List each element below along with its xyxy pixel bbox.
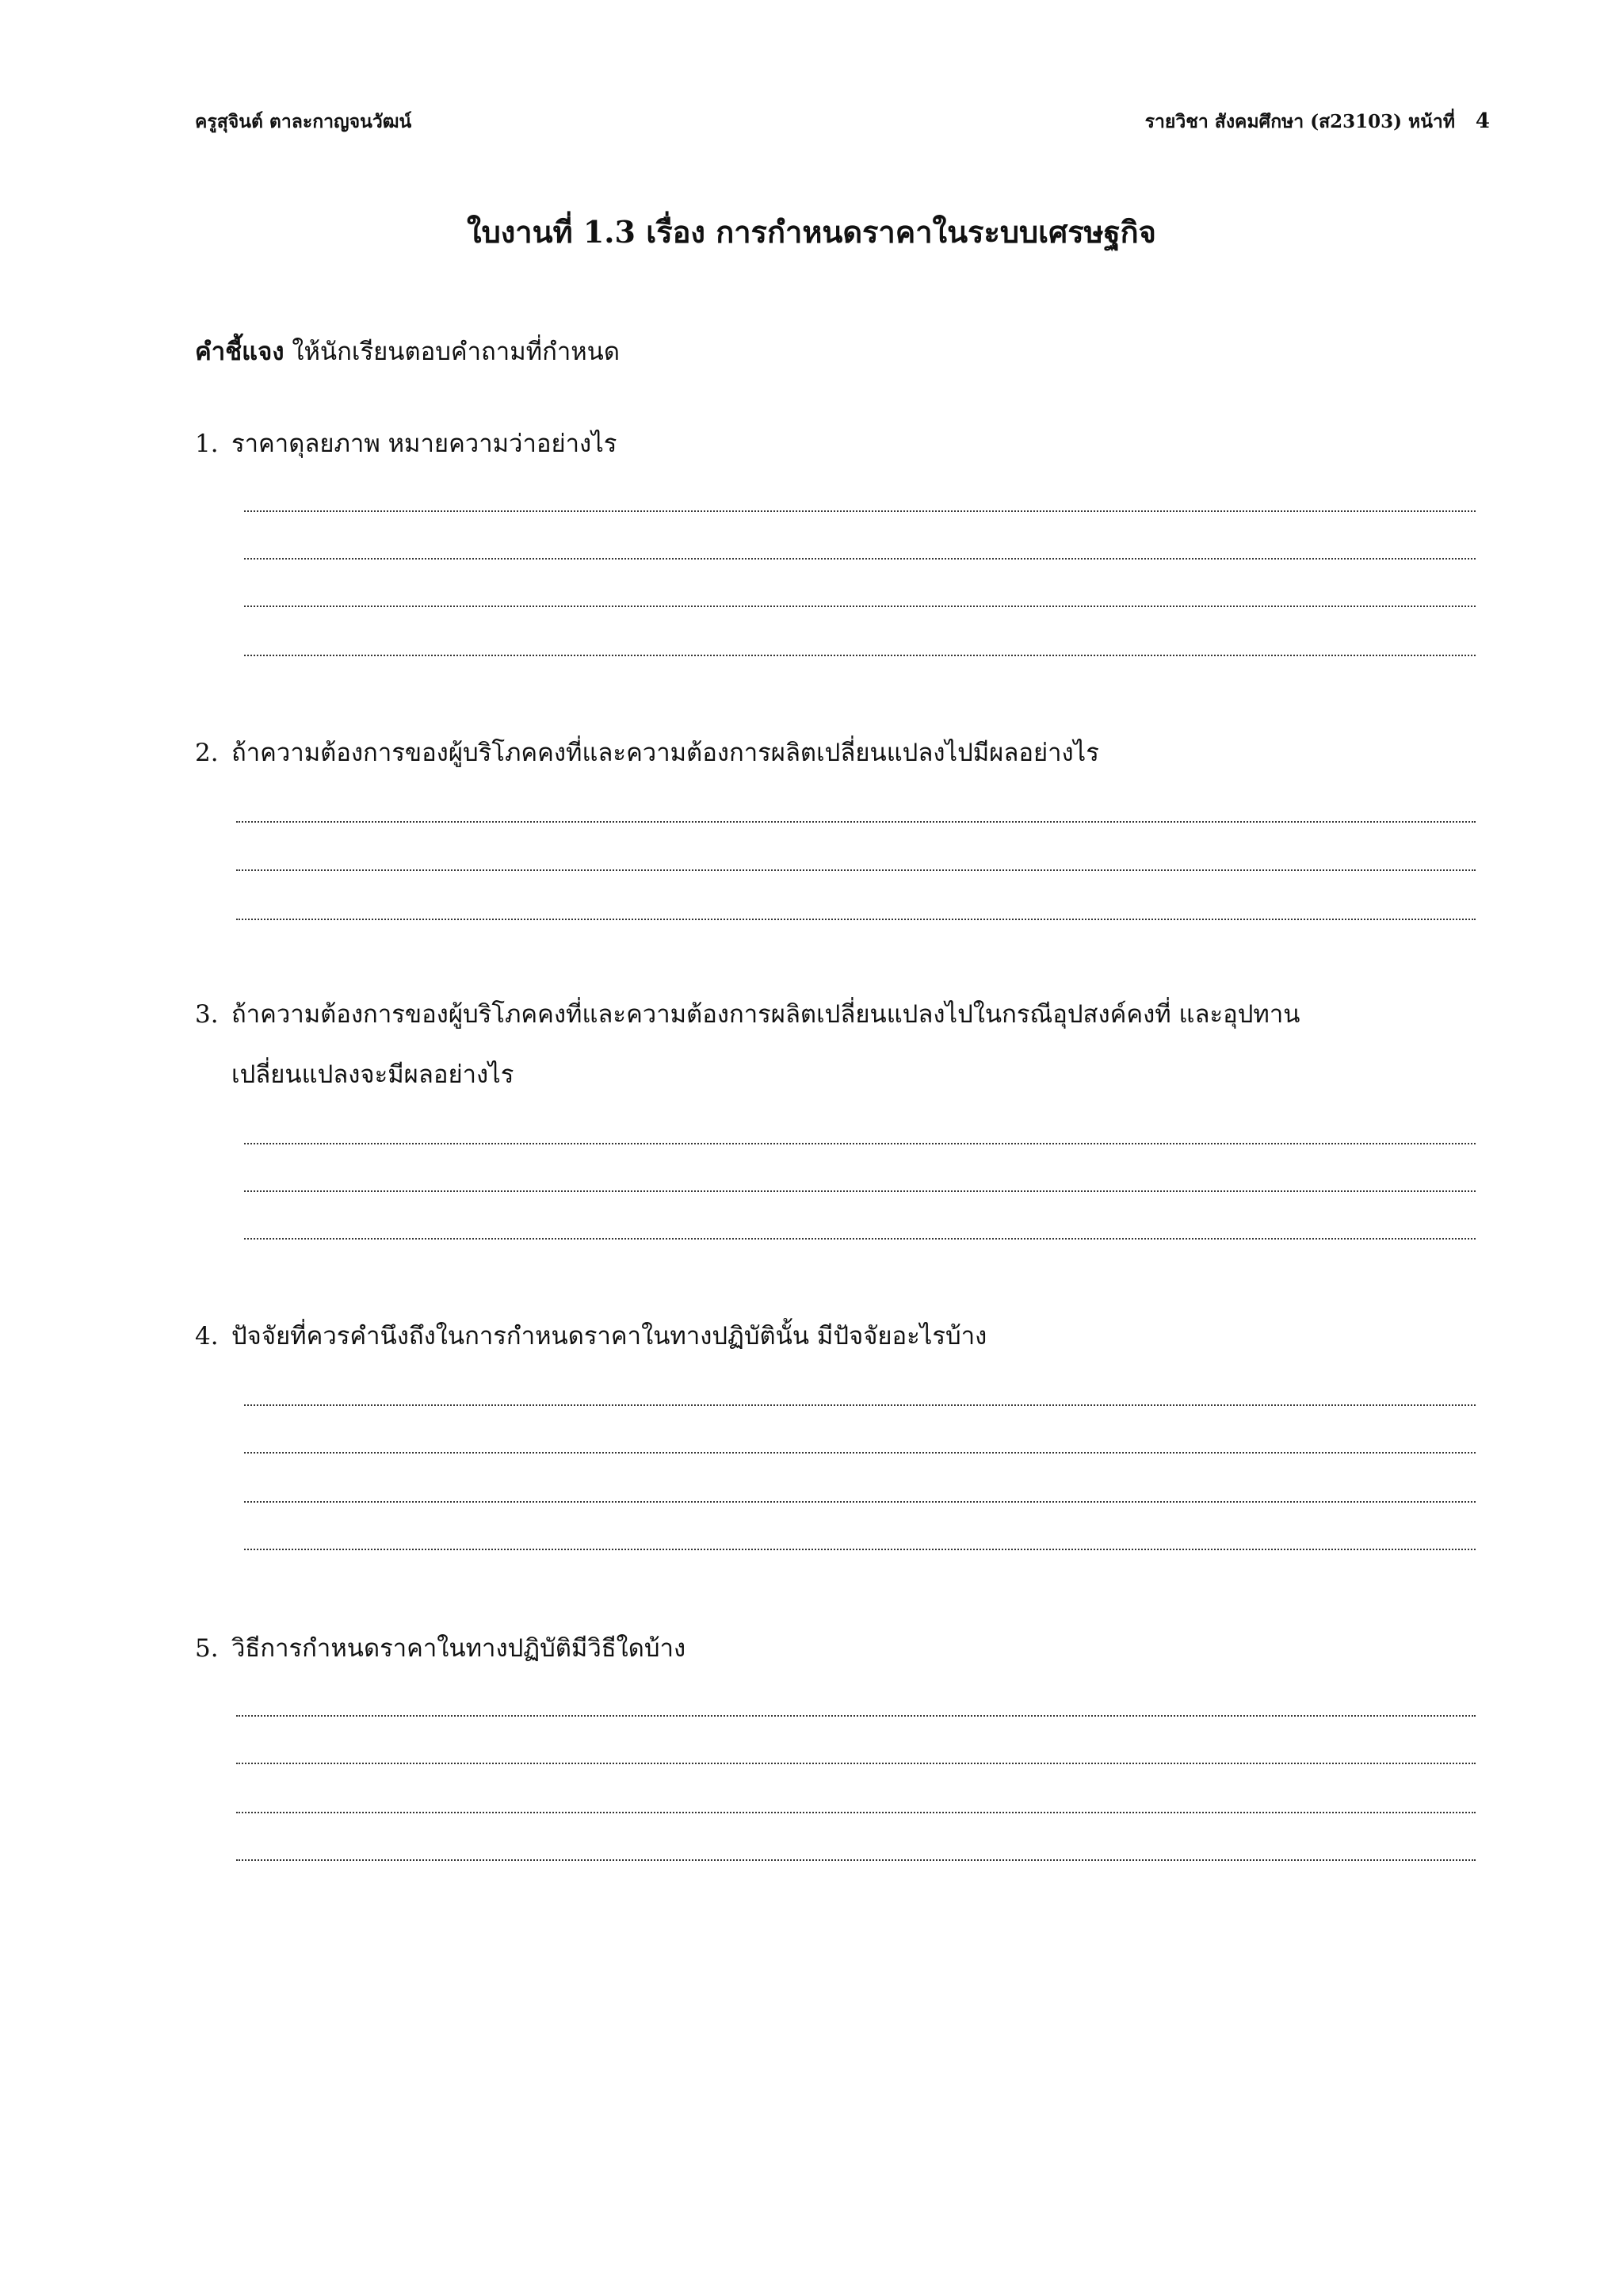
answer-line[interactable] bbox=[244, 606, 1476, 607]
answer-line[interactable] bbox=[236, 1715, 1476, 1717]
answer-line[interactable] bbox=[244, 655, 1476, 656]
question-text: ถ้าความต้องการของผู้บริโภคคงที่และความต้องการผลิตเปลี่ยนแปลงไปมีผลอย่างไร bbox=[231, 739, 1099, 767]
answer-line[interactable] bbox=[244, 1404, 1476, 1406]
instructions bbox=[195, 331, 620, 371]
answer-line[interactable] bbox=[236, 1763, 1476, 1764]
question-text: วิธีการกำหนดราคาในทางปฏิบัติมีวิธีใดบ้าง bbox=[231, 1634, 686, 1663]
answer-line[interactable] bbox=[244, 1143, 1476, 1144]
question-1 bbox=[195, 414, 1479, 474]
answer-line[interactable] bbox=[244, 510, 1476, 512]
answer-line[interactable] bbox=[236, 821, 1476, 823]
question-4 bbox=[195, 1306, 1479, 1366]
question-number: 1. bbox=[195, 430, 219, 458]
answer-line[interactable] bbox=[236, 869, 1476, 871]
question-text: ราคาดุลยภาพ หมายความว่าอย่างไร bbox=[231, 430, 617, 458]
question-text: ปัจจัยที่ควรคำนึงถึงในการกำหนดราคาในทางปฏิบัตินั้น มีปัจจัยอะไรบ้าง bbox=[231, 1322, 987, 1350]
question-5 bbox=[195, 1618, 1479, 1679]
answer-line[interactable] bbox=[244, 1452, 1476, 1454]
question-number: 3. bbox=[195, 1000, 219, 1029]
answer-line[interactable] bbox=[244, 1190, 1476, 1192]
question-text-continued: เปลี่ยนแปลงจะมีผลอย่างไร bbox=[231, 1060, 514, 1089]
question-2 bbox=[195, 723, 1479, 783]
answer-line[interactable] bbox=[244, 1238, 1476, 1240]
answer-line[interactable] bbox=[236, 919, 1476, 920]
answer-line[interactable] bbox=[236, 1812, 1476, 1813]
answer-line[interactable] bbox=[244, 558, 1476, 560]
question-number: 4. bbox=[195, 1322, 219, 1350]
question-3 bbox=[195, 984, 1479, 1105]
question-number: 5. bbox=[195, 1634, 219, 1663]
answer-line[interactable] bbox=[244, 1549, 1476, 1550]
instructions-label: คำชี้แจง bbox=[195, 338, 285, 366]
answer-line[interactable] bbox=[236, 1859, 1476, 1861]
teacher-name: ครูสุจินต์ ตาละกาญจนวัฒน์ bbox=[195, 111, 412, 132]
question-text: ถ้าความต้องการของผู้บริโภคคงที่และความต้องการผลิตเปลี่ยนแปลงไปในกรณีอุปสงค์คงที่ และอุปทาน bbox=[231, 1000, 1300, 1029]
question-number: 2. bbox=[195, 739, 219, 767]
subject-header: รายวิชา สังคมศึกษา (ส23103) หน้าที่ bbox=[1144, 111, 1455, 132]
answer-line[interactable] bbox=[244, 1501, 1476, 1503]
instructions-text: ให้นักเรียนตอบคำถามที่กำหนด bbox=[284, 338, 621, 366]
page-number: 4 bbox=[1475, 109, 1490, 133]
worksheet-title: ใบงานที่ 1.3 เรื่อง การกำหนดราคาในระบบเศรษฐกิจ bbox=[467, 214, 1156, 250]
